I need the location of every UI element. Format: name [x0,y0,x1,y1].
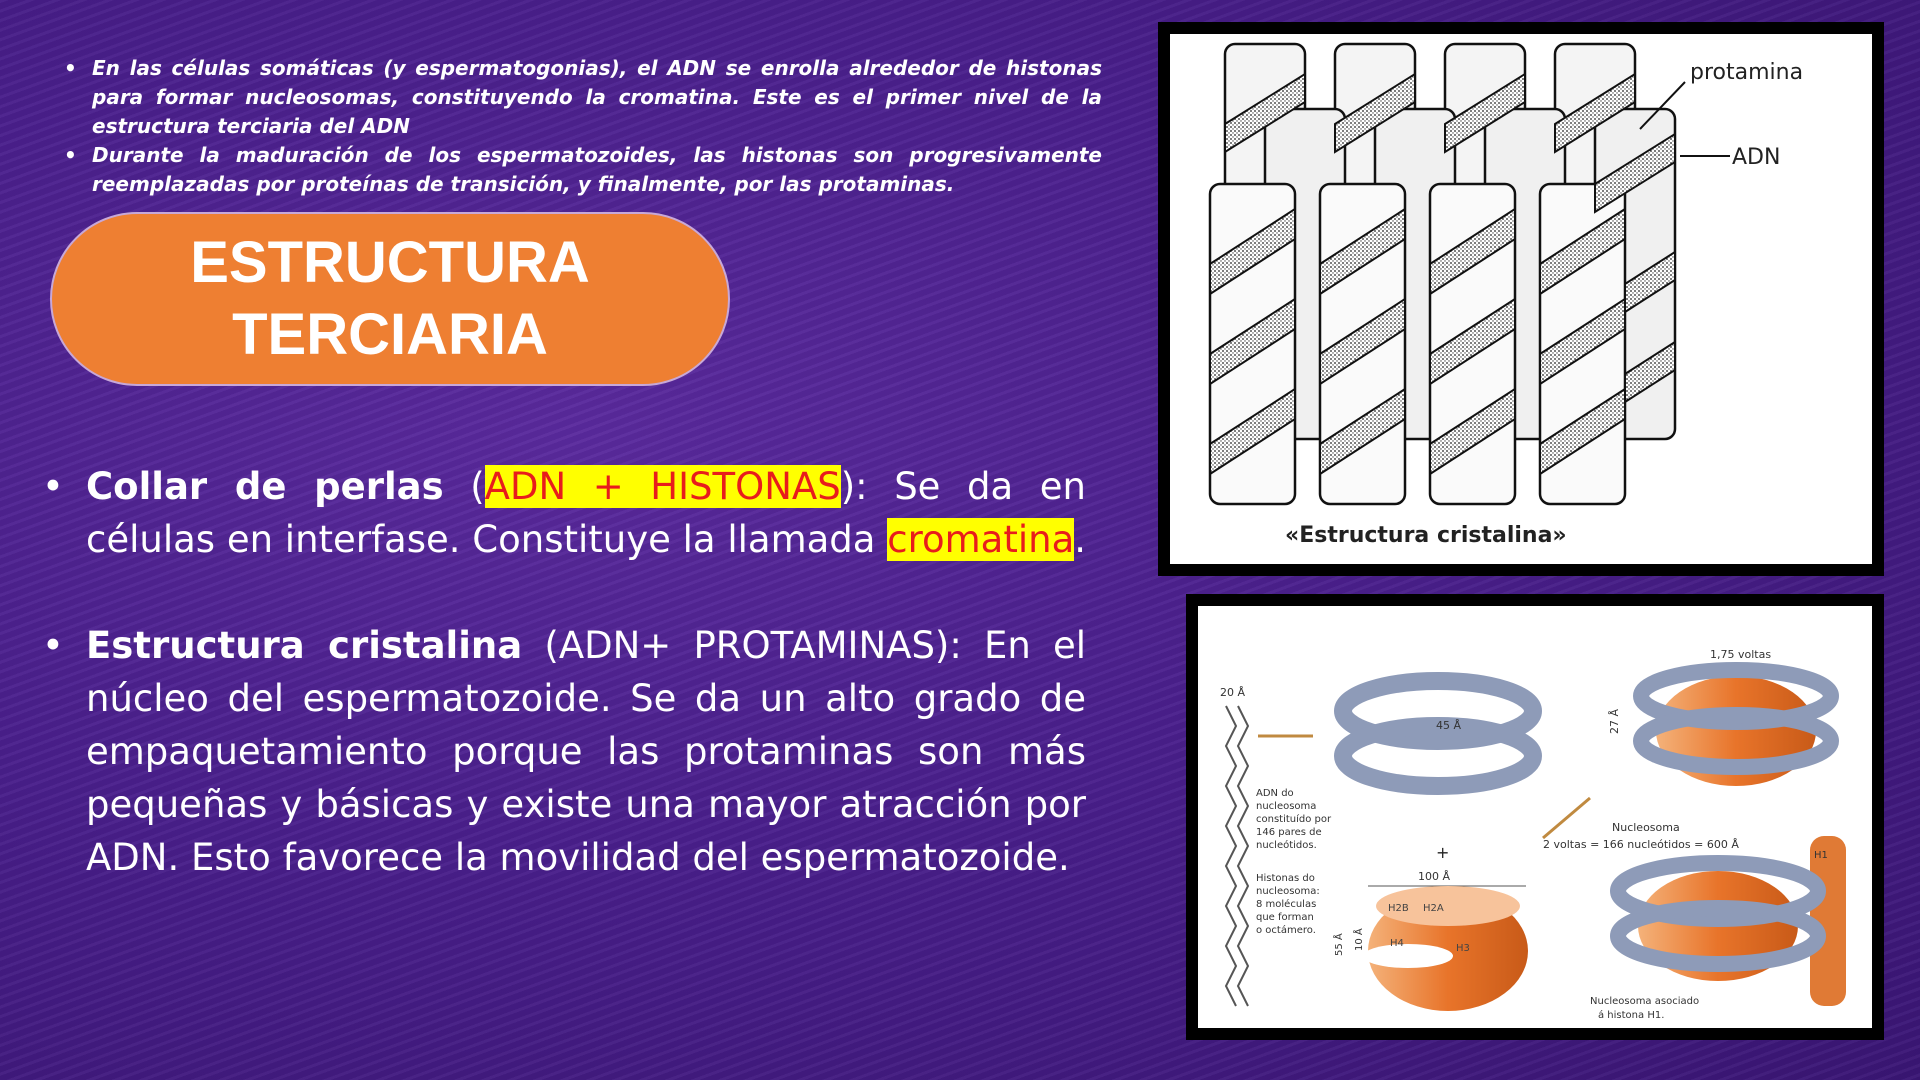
bullet-text: . [1074,518,1087,561]
figure-estructura-cristalina [1158,22,1884,576]
bullet-text: (ADN+ PROTAMINAS): En el núcleo del espermatozoide. Se da un alto grado de empaquetamiento porque las protaminas son más pequeñas y básicas y existe una mayor atracción por ADN. Esto favorece la movilidad del espermatozoide. [86,624,1086,879]
bullet-text: ): Se da en células en interfase. Constituye la llamada [86,465,1086,561]
label-100a: 100 Å [1418,870,1451,883]
svg-text:nucleosoma:: nucleosoma: [1256,886,1320,897]
label-10a: 10 Å [1354,928,1365,951]
label-45a: 45 Å [1436,719,1462,732]
octamer-gap [1363,944,1453,968]
dna-zigzag [1226,706,1236,1006]
svg-text:que forman: que forman [1256,912,1314,923]
svg-text:ADN do: ADN do [1256,788,1294,799]
plus-sign: + [1436,843,1450,862]
bullet-term: Collar de perlas [86,465,444,508]
crystal-illustration [1170,34,1872,564]
label-h2a: H2A [1423,903,1444,914]
bullet-text: ( [443,465,485,508]
text-adn-nucleosoma [1256,788,1332,851]
svg-text:o octámero.: o octámero. [1256,925,1316,936]
svg-text:146 pares de: 146 pares de [1256,827,1322,838]
intro-bullet: • En las células somáticas (y espermatogonias), el ADN se enrolla alrededor de histonas para formar nucleosomas, constituyendo la cromatina. Este es el primer nivel de la estructura terciaria del ADN [62,54,1102,141]
svg-text:nucleótidos.: nucleótidos. [1256,840,1317,851]
label-asociado: á histona H1. [1598,1010,1665,1021]
figure-nucleosoma [1186,594,1884,1040]
arrow [1543,798,1590,838]
dna-zigzag [1238,706,1248,1006]
label-voltas: 2 voltas = 166 nucleótidos = 600 Å [1543,838,1739,851]
label-27a: 27 Å [1608,708,1621,734]
label-175-voltas: 1,75 voltas [1710,648,1772,661]
intro-bullets [62,54,1102,199]
figure-caption: «Estructura cristalina» [1285,523,1567,548]
label-h1: H1 [1814,850,1828,861]
label-h4: H4 [1390,938,1404,949]
bullet-item [42,619,1086,884]
dna-coil [1343,681,1533,786]
svg-text:8 moléculas: 8 moléculas [1256,899,1317,910]
title-pill [50,212,730,386]
bullet-estructura-cristalina [42,619,1086,884]
bullet-term: Estructura cristalina [86,624,523,667]
text-histonas [1256,873,1320,936]
figure-frame [1170,34,1872,564]
label-protamina: protamina [1690,60,1804,85]
label-55a: 55 Å [1334,933,1345,956]
figure-frame [1198,606,1872,1028]
label-h2b: H2B [1388,903,1409,914]
nucleosome-illustration [1198,606,1872,1028]
highlight-cromatina: cromatina [887,518,1075,561]
label-20a: 20 Å [1220,686,1246,699]
intro-bullet: • Durante la maduración de los espermatozoides, las histonas son progresivamente reemplazadas por proteínas de transición, y finalmente, por las protaminas. [62,141,1102,199]
label-asociado: Nucleosoma asociado [1590,996,1700,1007]
label-h3: H3 [1456,943,1470,954]
svg-text:constituído por: constituído por [1256,814,1332,825]
slide-title: ESTRUCTURA TERCIARIA [190,230,590,367]
label-nucleosoma: Nucleosoma [1612,821,1680,834]
label-adn: ADN [1732,145,1781,170]
svg-text:Histonas do: Histonas do [1256,873,1315,884]
bullet-collar-de-perlas [42,460,1086,566]
bullet-item [42,460,1086,566]
svg-text:nucleosoma: nucleosoma [1256,801,1317,812]
highlight-adn-histonas: ADN + HISTONAS [484,465,841,508]
